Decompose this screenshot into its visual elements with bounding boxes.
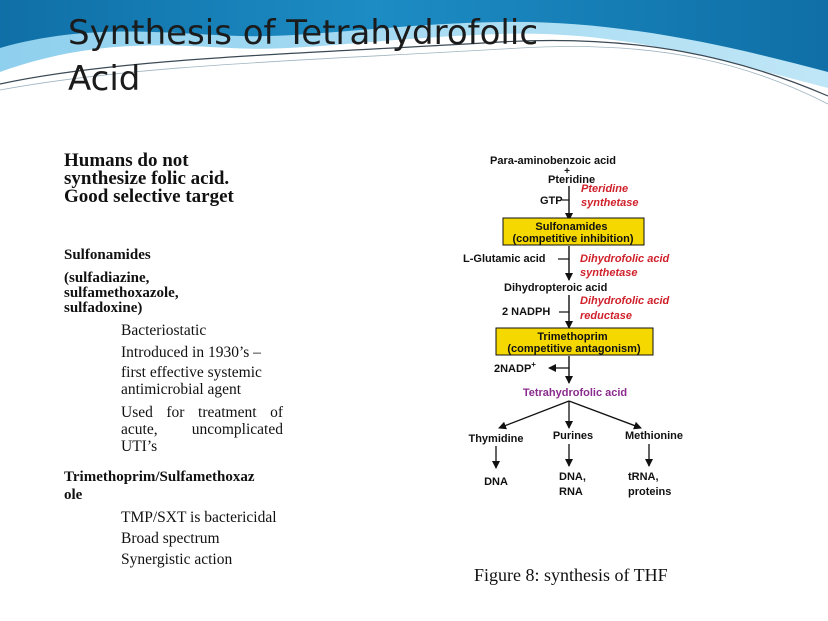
thf-label: Tetrahydrofolic acid bbox=[522, 387, 628, 399]
tmp-smx-point: Synergistic action bbox=[121, 551, 233, 568]
key-point-line: Humans do not bbox=[64, 150, 189, 171]
key-point bbox=[64, 152, 304, 206]
enzyme-line: Dihydrofolic acid bbox=[580, 295, 670, 307]
sulfonamides-point-line: Introduced in 1930’s – bbox=[121, 344, 261, 361]
sulfonamides-example-line: sulfamethoxazole, bbox=[64, 285, 179, 301]
nadp-text: 2NADP bbox=[494, 363, 532, 375]
product-thymidine: Thymidine bbox=[468, 433, 524, 445]
gtp-label: GTP bbox=[540, 195, 563, 207]
tmp-smx-point: Broad spectrum bbox=[121, 530, 220, 547]
sulfonamides-point: Bacteriostatic bbox=[121, 322, 207, 339]
tmp-smx-heading-line: ole bbox=[64, 487, 83, 503]
paba-label: Para-aminobenzoic acid bbox=[490, 155, 616, 167]
end-product-dna: DNA bbox=[484, 476, 508, 488]
key-point-line: Good selective target bbox=[64, 186, 234, 207]
product-methionine: Methionine bbox=[624, 430, 684, 442]
slide-title bbox=[68, 10, 538, 102]
tmp-smx-heading bbox=[64, 470, 255, 503]
product-purines: Purines bbox=[552, 430, 594, 442]
sulfonamides-point-line: first effective systemic bbox=[121, 364, 262, 381]
slide-title-line: Synthesis of Tetrahydrofolic bbox=[68, 13, 539, 53]
slide-title-line: Acid bbox=[68, 59, 141, 99]
sulfonamides-example-line: sulfadoxine) bbox=[64, 300, 143, 316]
sulfonamides-heading: Sulfonamides bbox=[64, 247, 151, 263]
end-product-line: RNA bbox=[559, 486, 583, 498]
nadp-superscript: + bbox=[531, 360, 536, 369]
sulfonamides-point bbox=[121, 344, 262, 398]
sulfonamides-examples bbox=[64, 271, 179, 316]
key-point-line: synthesize folic acid. bbox=[64, 168, 230, 189]
enzyme-line: Pteridine bbox=[581, 183, 629, 195]
end-product-line: proteins bbox=[628, 486, 672, 498]
box-line: (competitive inhibition) bbox=[512, 233, 634, 245]
sulfonamides-point-line: antimicrobial agent bbox=[121, 381, 242, 398]
figure-caption: Figure 8: synthesis of THF bbox=[474, 565, 668, 585]
enzyme-line: synthetase bbox=[581, 197, 639, 209]
pteridine-label: Pteridine bbox=[548, 174, 596, 186]
nadph-label: 2 NADPH bbox=[502, 306, 551, 318]
end-product-line: tRNA, bbox=[628, 471, 659, 483]
tmp-smx-point: TMP/SXT is bactericidal bbox=[121, 509, 277, 526]
box-line: Sulfonamides bbox=[535, 221, 608, 233]
enzyme-line: synthetase bbox=[580, 267, 638, 279]
dihydropteroic-acid-label: Dihydropteroic acid bbox=[504, 282, 608, 294]
nadp-label bbox=[494, 360, 536, 375]
box-line: Trimethoprim bbox=[537, 331, 608, 343]
sulfonamides-point: Used for treatment of acute, uncomplicated UTI’s bbox=[121, 404, 283, 455]
plus-sign: + bbox=[564, 166, 570, 177]
enzyme-line: reductase bbox=[580, 310, 632, 322]
thf-pathway-figure bbox=[463, 152, 688, 510]
box-line: (competitive antagonism) bbox=[507, 343, 641, 355]
enzyme-line: Dihydrofolic acid bbox=[580, 253, 670, 265]
glutamic-acid-label: L-Glutamic acid bbox=[463, 253, 546, 265]
tmp-smx-heading-line: Trimethoprim/Sulfamethoxaz bbox=[64, 469, 255, 485]
end-product-line: DNA, bbox=[559, 471, 586, 483]
sulfonamides-example-line: (sulfadiazine, bbox=[64, 270, 150, 286]
